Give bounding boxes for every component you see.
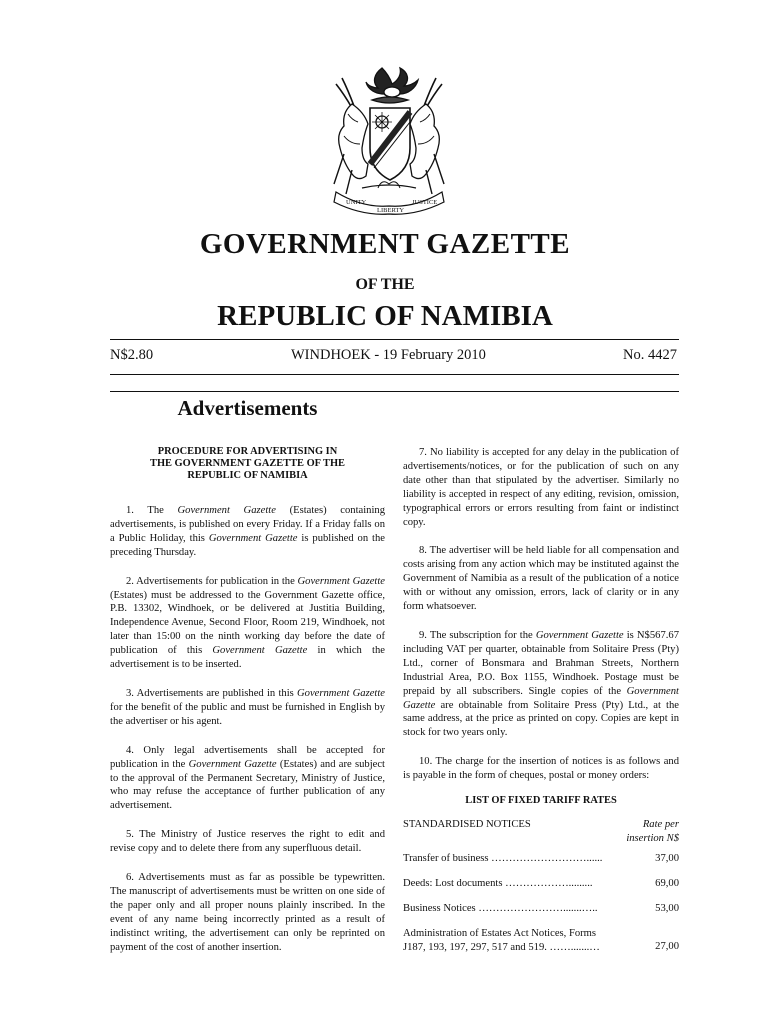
tariff-row-label: Business Notices …………………….......….. <box>403 902 598 914</box>
motto-unity: UNITY <box>346 199 367 206</box>
tariff-column-label: STANDARDISED NOTICES <box>403 818 531 830</box>
tariff-row <box>403 877 679 902</box>
page-title: GOVERNMENT GAZETTE <box>199 228 571 260</box>
tariff-row-amount: 53,00 <box>655 902 679 914</box>
paragraph-6: 6. Advertisements must as far as possible be typewritten. The manuscript of advertisements must be written on one side of the paper only and all proper nouns plainly inscribed. In the event of any name being incorrectly printed as a result of indistinct writing, the advertisement can only be reprinted on payment of the cost of another insertion. <box>110 872 385 953</box>
paragraph-4: 4. Only legal advertisements shall be accepted for publication in the Government Gazette (Estates) and are subject to the approval of the Permanent Secretary, Ministry of Justice, who may refuse the acceptance of further publication of any advertisement. <box>110 744 385 812</box>
tariff-row-label: Transfer of business ………………………...... <box>403 852 603 864</box>
paragraph-10: 10. The charge for the insertion of notices is as follows and is payable in the form of cheques, postal or money orders: <box>403 756 679 782</box>
tariff-row-amount: 37,00 <box>655 852 679 864</box>
motto-justice: JUSTICE <box>412 199 438 206</box>
tariff-row <box>403 902 679 927</box>
procedure-title-line: THE GOVERNMENT GAZETTE OF THE <box>150 458 345 469</box>
divider-middle <box>110 374 679 375</box>
paragraph-7: 7. No liability is accepted for any delay in the publication of advertisements/notices, or for the publication of such on any date other than that stipulated by the advertiser. Similarly no liability is accepted in respect of any editing, revision, omission, typographical errors or errors resulting from faint or indistinct copy. <box>403 447 679 528</box>
paragraph-3: 3. Advertisements are published in this Government Gazette for the benefit of the public and must be furnished in English by the advertiser or his agent. <box>110 687 386 727</box>
tariff-row-amount: 27,00 <box>655 940 679 952</box>
paragraph-2: 2. Advertisements for publication in the Government Gazette (Estates) must be addressed to the Government Gazette office, P.B. 13302, Windhoek, or be delivered at Justitia Building, Independence Avenue, Second Floor, Room 219, Windhoek, not later than 15:00 on the ninth working day before the date of publication of this Government Gazette in which the advertisement is to be inserted. <box>110 575 385 671</box>
paragraph-8: 8. The advertiser will be held liable for all compensation and costs arising from any action which may be instituted against the Government of Namibia as a result of the publication of a notice with or without any omission, errors, lack of clarity or in any form whatsoever. <box>403 545 679 613</box>
tariff-rate-label: Rate per insertion N$ <box>626 818 679 844</box>
tariff-row <box>403 927 679 963</box>
paragraph-1: 1. The Government Gazette (Estates) containing advertisements, is published on every Friday. If a Friday falls on a Public Holiday, this Government Gazette is published on the preceding Thursday. <box>110 505 386 558</box>
paragraph-9: 9. The subscription for the Government Gazette is N$567.67 including VAT per quarter, obtainable from Solitaire Press (Pty) Ltd., corner of Bonsmara and Brahman Streets, Northern Industrial Area, P.O. Box 1155, Windhoek. Postage must be prepaid by all subscribers. Single copies of the Government Gazette are obtainable from Solitaire Press (Pty) Ltd., at the same address, at the price as printed on copy. Copies are kept in stock for two years only. <box>403 629 679 739</box>
subtitle-of-the: OF THE <box>355 276 415 293</box>
price-label: N$2.80 <box>110 347 154 363</box>
place-date-label: WINDHOEK - 19 February 2010 <box>291 347 486 363</box>
tariff-row-label: Administration of Estates Act Notices, Forms J187, 193, 197, 297, 517 and 519. …….......… <box>403 927 600 953</box>
tariff-row-amount: 69,00 <box>655 877 679 889</box>
procedure-title-line: REPUBLIC OF NAMIBIA <box>187 470 308 481</box>
issue-number: No. 4427 <box>623 347 677 363</box>
country-title: REPUBLIC OF NAMIBIA <box>217 300 553 332</box>
tariff-row-label: Deeds: Lost documents ………………......... <box>403 877 593 889</box>
section-heading: Advertisements <box>177 396 318 420</box>
right-column <box>403 446 679 963</box>
tariff-row <box>403 852 679 877</box>
paragraph-5: 5. The Ministry of Justice reserves the right to edit and revise copy and to delete there from any superfluous detail. <box>110 829 385 855</box>
divider-top <box>110 339 679 340</box>
divider-bottom <box>110 391 679 392</box>
motto-liberty: LIBERTY <box>377 207 405 214</box>
tariff-title: LIST OF FIXED TARIFF RATES <box>465 795 617 807</box>
procedure-title <box>110 446 385 482</box>
tariff-header <box>403 818 679 852</box>
procedure-title-line: PROCEDURE FOR ADVERTISING IN <box>157 446 338 457</box>
namibia-coat-of-arms-icon <box>322 64 456 216</box>
left-column <box>110 446 385 969</box>
